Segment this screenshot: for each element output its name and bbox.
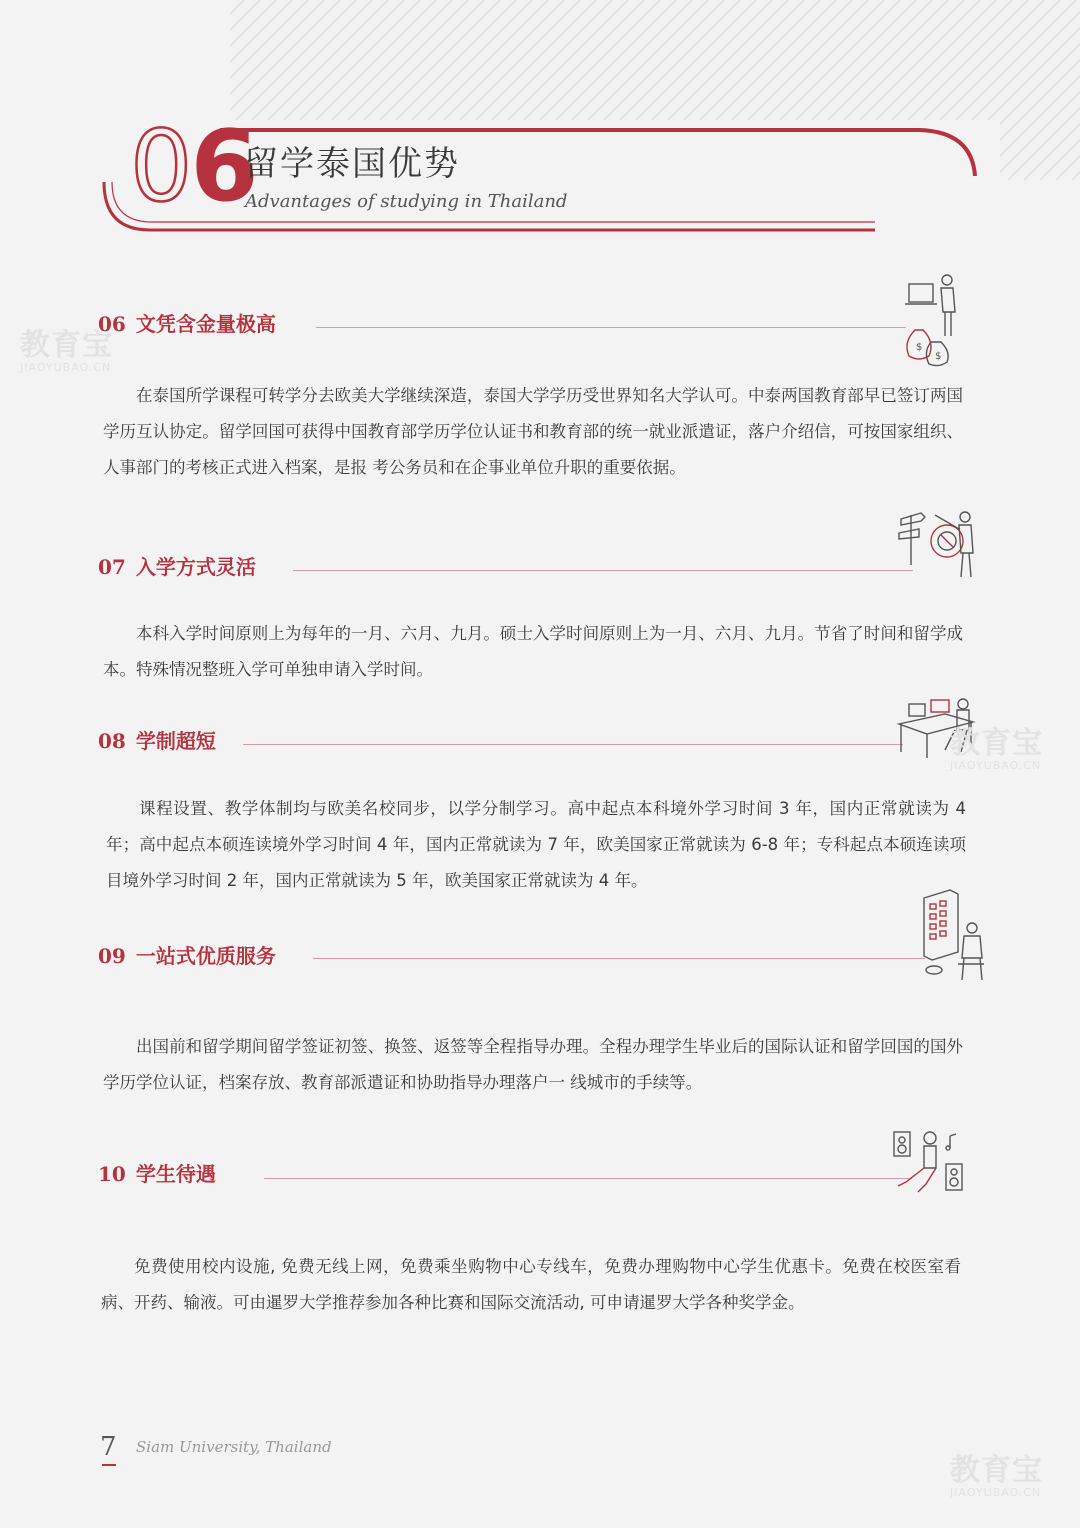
section-10-rule bbox=[264, 1178, 912, 1179]
section-08-rule bbox=[243, 744, 903, 745]
section-06-number: 06 bbox=[98, 312, 126, 336]
section-09-heading bbox=[98, 942, 276, 970]
section-07-number: 07 bbox=[98, 555, 126, 579]
music-speaker-icon bbox=[888, 1126, 968, 1196]
watermark-sub: JIAOYUBAO.CN bbox=[20, 361, 112, 374]
businessman-money-icon bbox=[895, 270, 965, 370]
svg-text:$: $ bbox=[935, 351, 942, 362]
watermark-main: 教育宝 bbox=[950, 1453, 1043, 1488]
section-08-text: 课程设置、教学体制均与欧美名校同步，以学分制学习。高中起点本科境外学习时间 3 年，国内正常就读为 4 年；高中起点本硕连读境外学习时间 4 年，国内正常就读为 7 年，欧美国家正常就读为 6-8 年；专科起点本硕连读项目境外学习时间 2 年，国内正常就读为 5 年，欧美国家正常就读为 4 年。 bbox=[106, 799, 966, 890]
watermark-logo bbox=[950, 1455, 1043, 1499]
svg-text:$: $ bbox=[916, 342, 923, 353]
section-07-text: 本科入学时间原则上为每年的一月、六月、九月。硕士入学时间原则上为一月、六月、九月。节省了时间和留学成本。特殊情况整班入学可单独申请入学时间。 bbox=[103, 624, 963, 679]
section-06-rule bbox=[316, 327, 906, 328]
section-number: 06 bbox=[130, 110, 257, 224]
watermark-main: 教育宝 bbox=[20, 328, 113, 363]
section-09-text: 出国前和留学期间留学签证初签、换签、返签等全程指导办理。全程办理学生毕业后的国际认证和留学回国的国外学历学位认证，档案存放、教育部派遣证和协助指导办理落户一 线城市的手续等。 bbox=[103, 1037, 963, 1092]
section-10-number: 10 bbox=[98, 1162, 126, 1186]
footer-text: Siam University, Thailand bbox=[136, 1438, 332, 1456]
watermark-logo bbox=[950, 728, 1043, 772]
section-10-text: 免费使用校内设施, 免费无线上网，免费乘坐购物中心专线车，免费办理购物中心学生优惠卡。免费在校医室看病、开药、输液。可由暹罗大学推荐参加各种比赛和国际交流活动, 可申请暹罗大学各种奖学金。 bbox=[101, 1257, 961, 1312]
section-09-number: 09 bbox=[98, 944, 126, 968]
section-06-heading bbox=[98, 310, 276, 338]
page-subtitle: Advantages of studying in Thailand bbox=[245, 191, 568, 212]
watermark-logo bbox=[20, 330, 113, 374]
section-06-title: 文凭含金量极高 bbox=[135, 312, 276, 336]
section-07-rule bbox=[293, 570, 913, 571]
page-title: 留学泰国优势 bbox=[244, 144, 460, 184]
section-08-heading bbox=[98, 727, 216, 755]
compass-signpost-icon bbox=[895, 505, 980, 585]
section-07-title: 入学方式灵活 bbox=[135, 555, 256, 579]
section-09-rule bbox=[313, 958, 925, 959]
page-number-underline bbox=[102, 1464, 116, 1466]
section-08-number: 08 bbox=[98, 729, 126, 753]
watermark-main: 教育宝 bbox=[950, 726, 1043, 761]
watermark-sub: JIAOYUBAO.CN bbox=[950, 759, 1042, 772]
section-09-title: 一站式优质服务 bbox=[135, 944, 276, 968]
section-10-heading bbox=[98, 1160, 216, 1188]
section-06-text: 在泰国所学课程可转学分去欧美大学继续深造，泰国大学学历受世界知名大学认可。中泰两国教育部早已签订两国学历互认协定。留学回国可获得中国教育部学历学位认证书和教育部的统一就业派遣证，落户介绍信，可按国家组织、人事部门的考核正式进入档案，是报 考公务员和在企事业单位升职的重要依据。 bbox=[103, 386, 963, 477]
page-number: 7 bbox=[100, 1432, 117, 1462]
section-08-title: 学制超短 bbox=[135, 729, 216, 753]
watermark-sub: JIAOYUBAO.CN bbox=[950, 1486, 1042, 1499]
calculator-person-icon bbox=[918, 888, 988, 983]
section-10-title: 学生待遇 bbox=[135, 1162, 216, 1186]
section-07-heading bbox=[98, 553, 256, 581]
